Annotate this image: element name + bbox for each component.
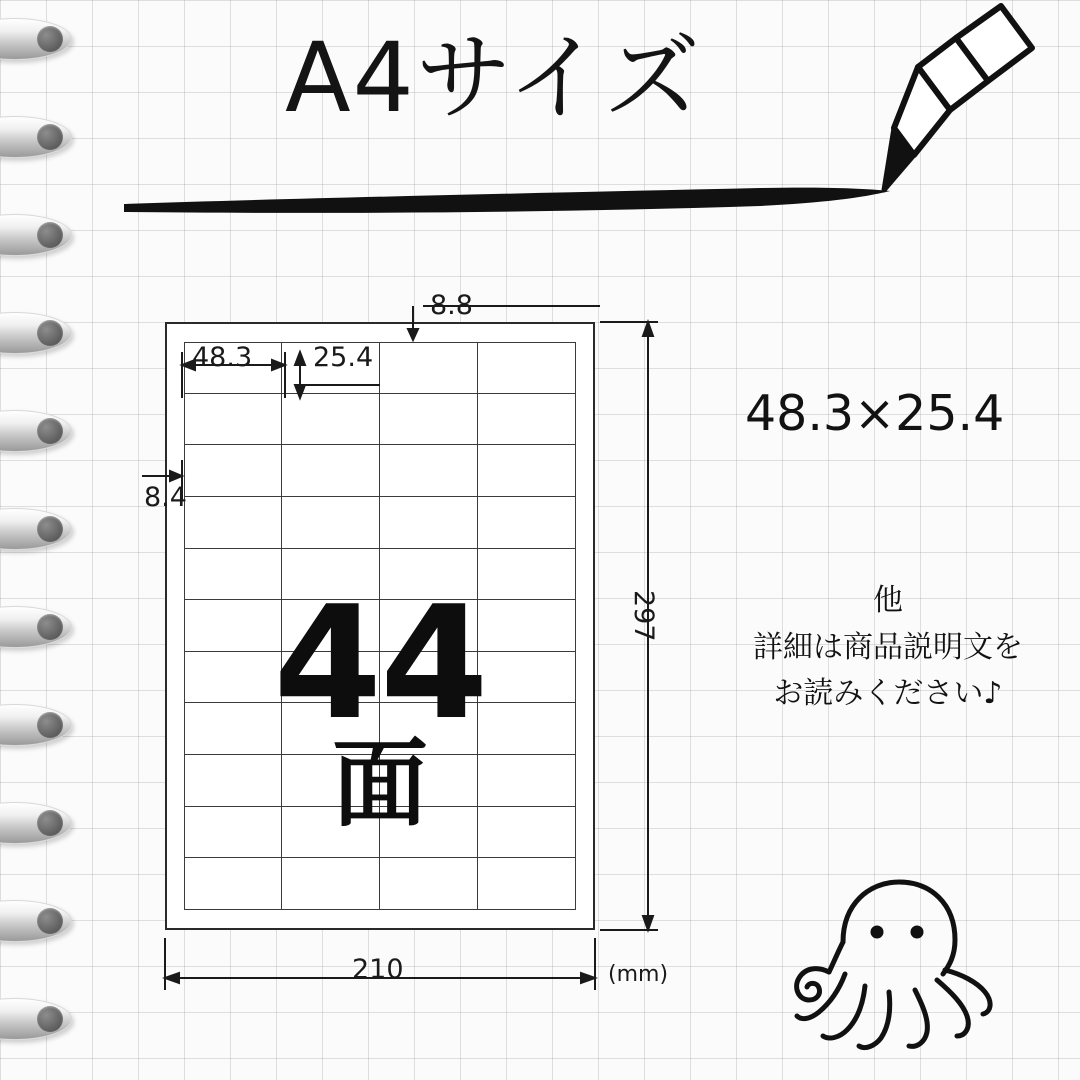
spiral-binding-icon (0, 0, 120, 1080)
page-title: A4サイズ (285, 22, 703, 134)
description-note (718, 578, 1058, 718)
underline-stroke-icon (120, 182, 895, 216)
a4-sheet-diagram (130, 290, 700, 1010)
dim-label-height: 25.4 (313, 342, 374, 373)
dim-sheet-height: 297 (628, 590, 659, 642)
note-line-2: 詳細は商品説明文を (753, 629, 1023, 665)
note-line-3: お読みください♪ (773, 676, 1003, 711)
note-line-1: 他 (873, 583, 903, 618)
dim-unit: (mm) (608, 962, 669, 987)
label-size-text: 48.3×25.4 (745, 385, 1005, 442)
label-count-number: 44 (273, 572, 487, 754)
dim-left-margin: 8.4 (144, 482, 187, 513)
dim-top-gap: 8.8 (430, 290, 473, 321)
dim-label-width: 48.3 (192, 342, 253, 373)
marker-pen-icon (860, 0, 1040, 210)
dim-sheet-width: 210 (352, 954, 404, 985)
dimension-lines (130, 290, 700, 1010)
label-count-unit: 面 (332, 728, 428, 840)
octopus-icon (765, 870, 1005, 1055)
